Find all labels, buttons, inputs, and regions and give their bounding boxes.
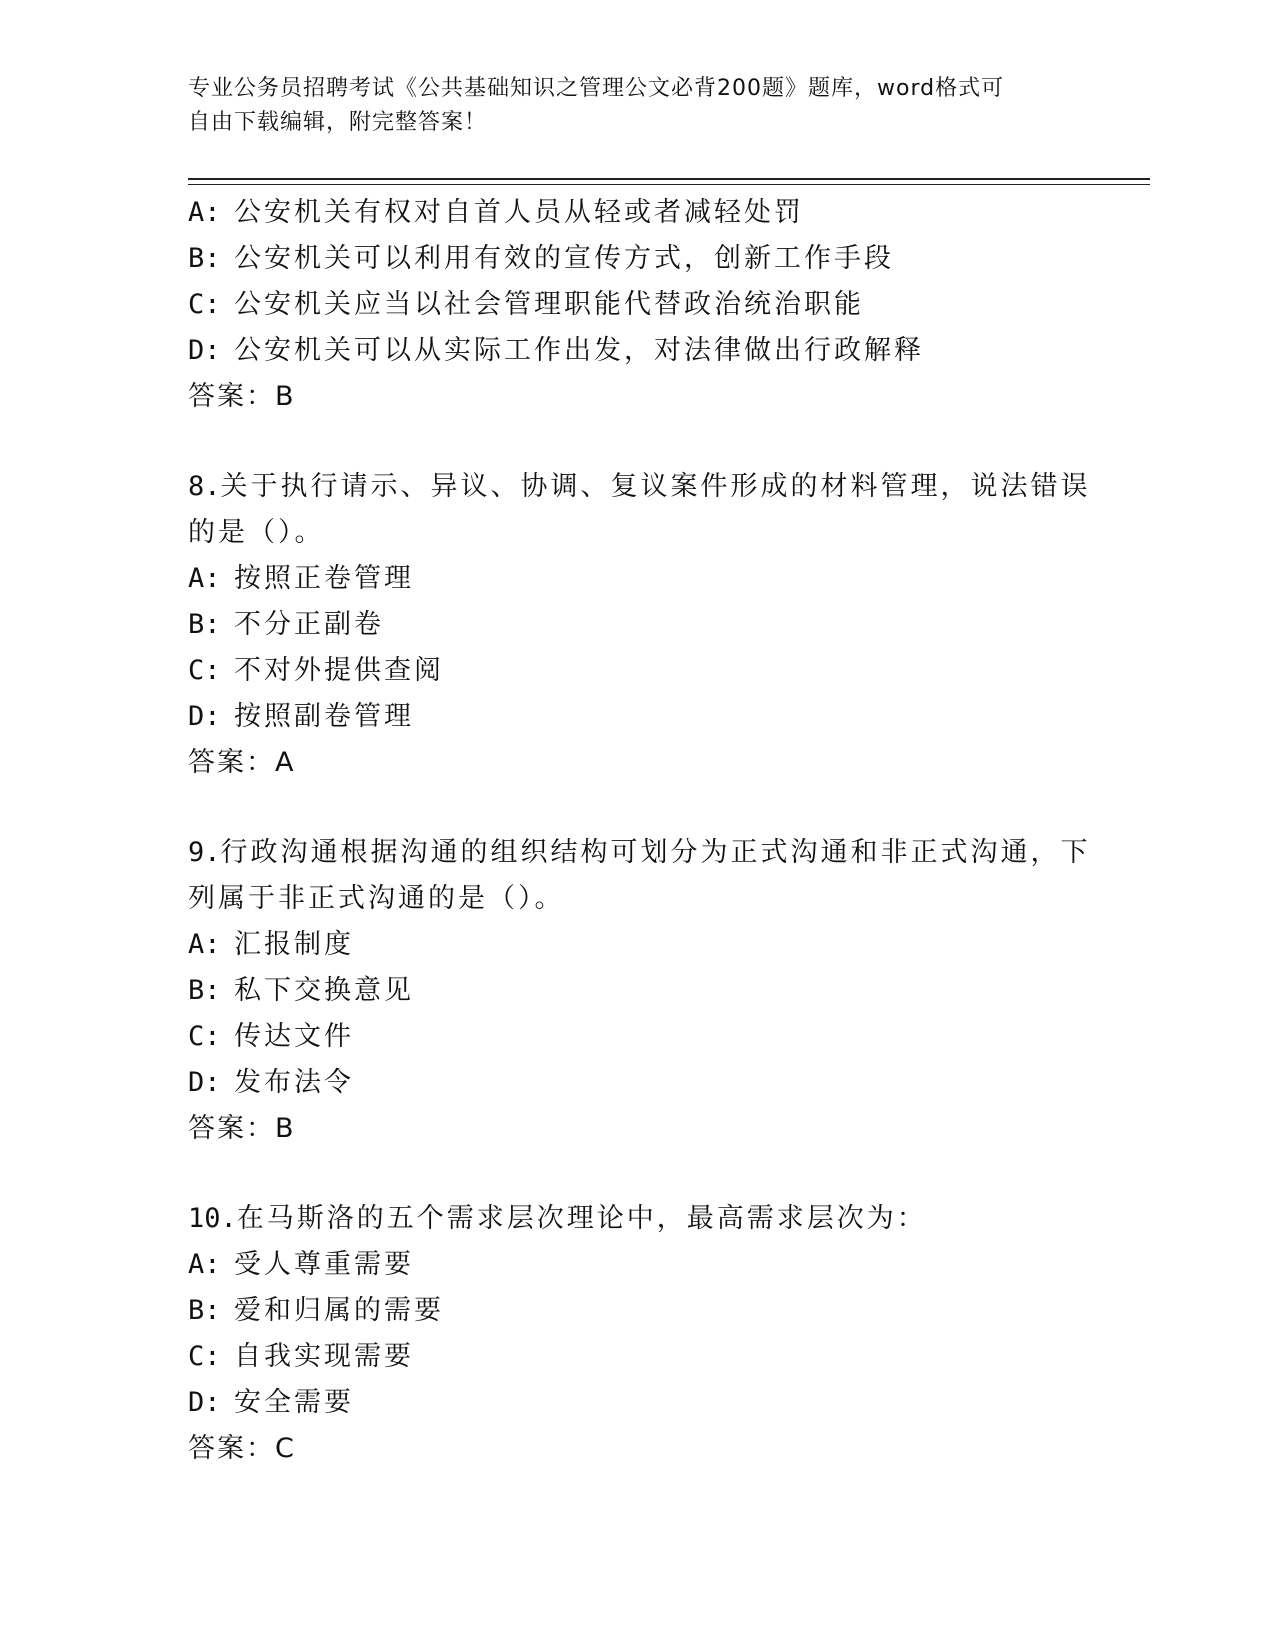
option-text: 不对外提供查阅 — [234, 655, 444, 686]
question-stem-line-2: 列属于非正式沟通的是（）。 — [188, 883, 565, 914]
option-key: D: — [188, 1067, 221, 1098]
option-c — [188, 282, 1088, 328]
option-a — [188, 922, 1088, 968]
question-stem — [188, 464, 1091, 510]
option-key: A: — [188, 929, 221, 960]
option-text: 公安机关可以利用有效的宣传方式，创新工作手段 — [234, 243, 894, 274]
option-b — [188, 968, 1088, 1014]
option-key: D: — [188, 701, 221, 732]
option-text: 公安机关可以从实际工作出发，对法律做出行政解释 — [234, 335, 924, 366]
option-a — [188, 1242, 1088, 1288]
option-key: B: — [188, 609, 221, 640]
question-stem-line-1: 关于执行请示、异议、协调、复议案件形成的材料管理，说法错误 — [220, 471, 1091, 502]
option-c — [188, 1334, 1088, 1380]
option-text: 按照副卷管理 — [234, 701, 414, 732]
option-d — [188, 1380, 1088, 1426]
header-divider-thin — [188, 184, 1150, 185]
header-line-1: 专业公务员招聘考试《公共基础知识之管理公文必背200题》题库，word格式可 — [188, 76, 1005, 101]
answer: 答案：B — [188, 381, 296, 412]
option-key: C: — [188, 1021, 221, 1052]
spacer — [188, 1152, 1088, 1196]
question-stem-line-1: 行政沟通根据沟通的组织结构可划分为正式沟通和非正式沟通，下 — [220, 837, 1091, 868]
header-line-2: 自由下载编辑，附完整答案！ — [188, 110, 488, 135]
option-key: C: — [188, 655, 221, 686]
question-7 — [188, 190, 1088, 420]
option-key: C: — [188, 1341, 221, 1372]
spacer — [188, 420, 1088, 464]
option-text: 发布法令 — [234, 1067, 354, 1098]
option-key: A: — [188, 1249, 221, 1280]
option-d — [188, 1060, 1088, 1106]
option-text: 私下交换意见 — [234, 975, 414, 1006]
option-text: 公安机关有权对自首人员从轻或者减轻处罚 — [234, 197, 804, 228]
question-stem-line-2: 的是（）。 — [188, 517, 325, 548]
question-stem-line-1: 在马斯洛的五个需求层次理论中，最高需求层次为： — [236, 1203, 927, 1234]
option-d — [188, 694, 1088, 740]
question-list — [188, 190, 1091, 1472]
question-number: 8. — [188, 471, 221, 502]
option-b — [188, 602, 1088, 648]
option-a — [188, 190, 1088, 236]
option-key: A: — [188, 563, 221, 594]
question-9 — [188, 830, 1091, 1152]
question-stem — [188, 1196, 1088, 1242]
spacer — [188, 786, 1088, 830]
option-key: B: — [188, 975, 221, 1006]
option-key: C: — [188, 289, 221, 320]
option-text: 汇报制度 — [234, 929, 354, 960]
option-b — [188, 236, 1088, 282]
question-stem — [188, 830, 1091, 876]
option-c — [188, 648, 1088, 694]
option-text: 自我实现需要 — [234, 1341, 414, 1372]
option-text: 公安机关应当以社会管理职能代替政治统治职能 — [234, 289, 864, 320]
option-text: 爱和归属的需要 — [234, 1295, 444, 1326]
answer: 答案：C — [188, 1433, 296, 1464]
option-c — [188, 1014, 1088, 1060]
question-8 — [188, 464, 1091, 786]
option-key: D: — [188, 335, 221, 366]
option-text: 传达文件 — [234, 1021, 354, 1052]
option-text: 按照正卷管理 — [234, 563, 414, 594]
option-b — [188, 1288, 1088, 1334]
option-a — [188, 556, 1088, 602]
option-key: A: — [188, 197, 221, 228]
option-key: D: — [188, 1387, 221, 1418]
question-10 — [188, 1196, 1088, 1472]
option-key: B: — [188, 1295, 221, 1326]
option-text: 受人尊重需要 — [234, 1249, 414, 1280]
answer: 答案：A — [188, 747, 296, 778]
question-number: 9. — [188, 837, 221, 868]
answer: 答案：B — [188, 1113, 296, 1144]
option-text: 安全需要 — [234, 1387, 354, 1418]
option-d — [188, 328, 1088, 374]
header-divider-thick — [188, 178, 1150, 180]
question-number: 10. — [188, 1203, 237, 1234]
document-header — [188, 72, 1088, 140]
option-key: B: — [188, 243, 221, 274]
option-text: 不分正副卷 — [234, 609, 384, 640]
